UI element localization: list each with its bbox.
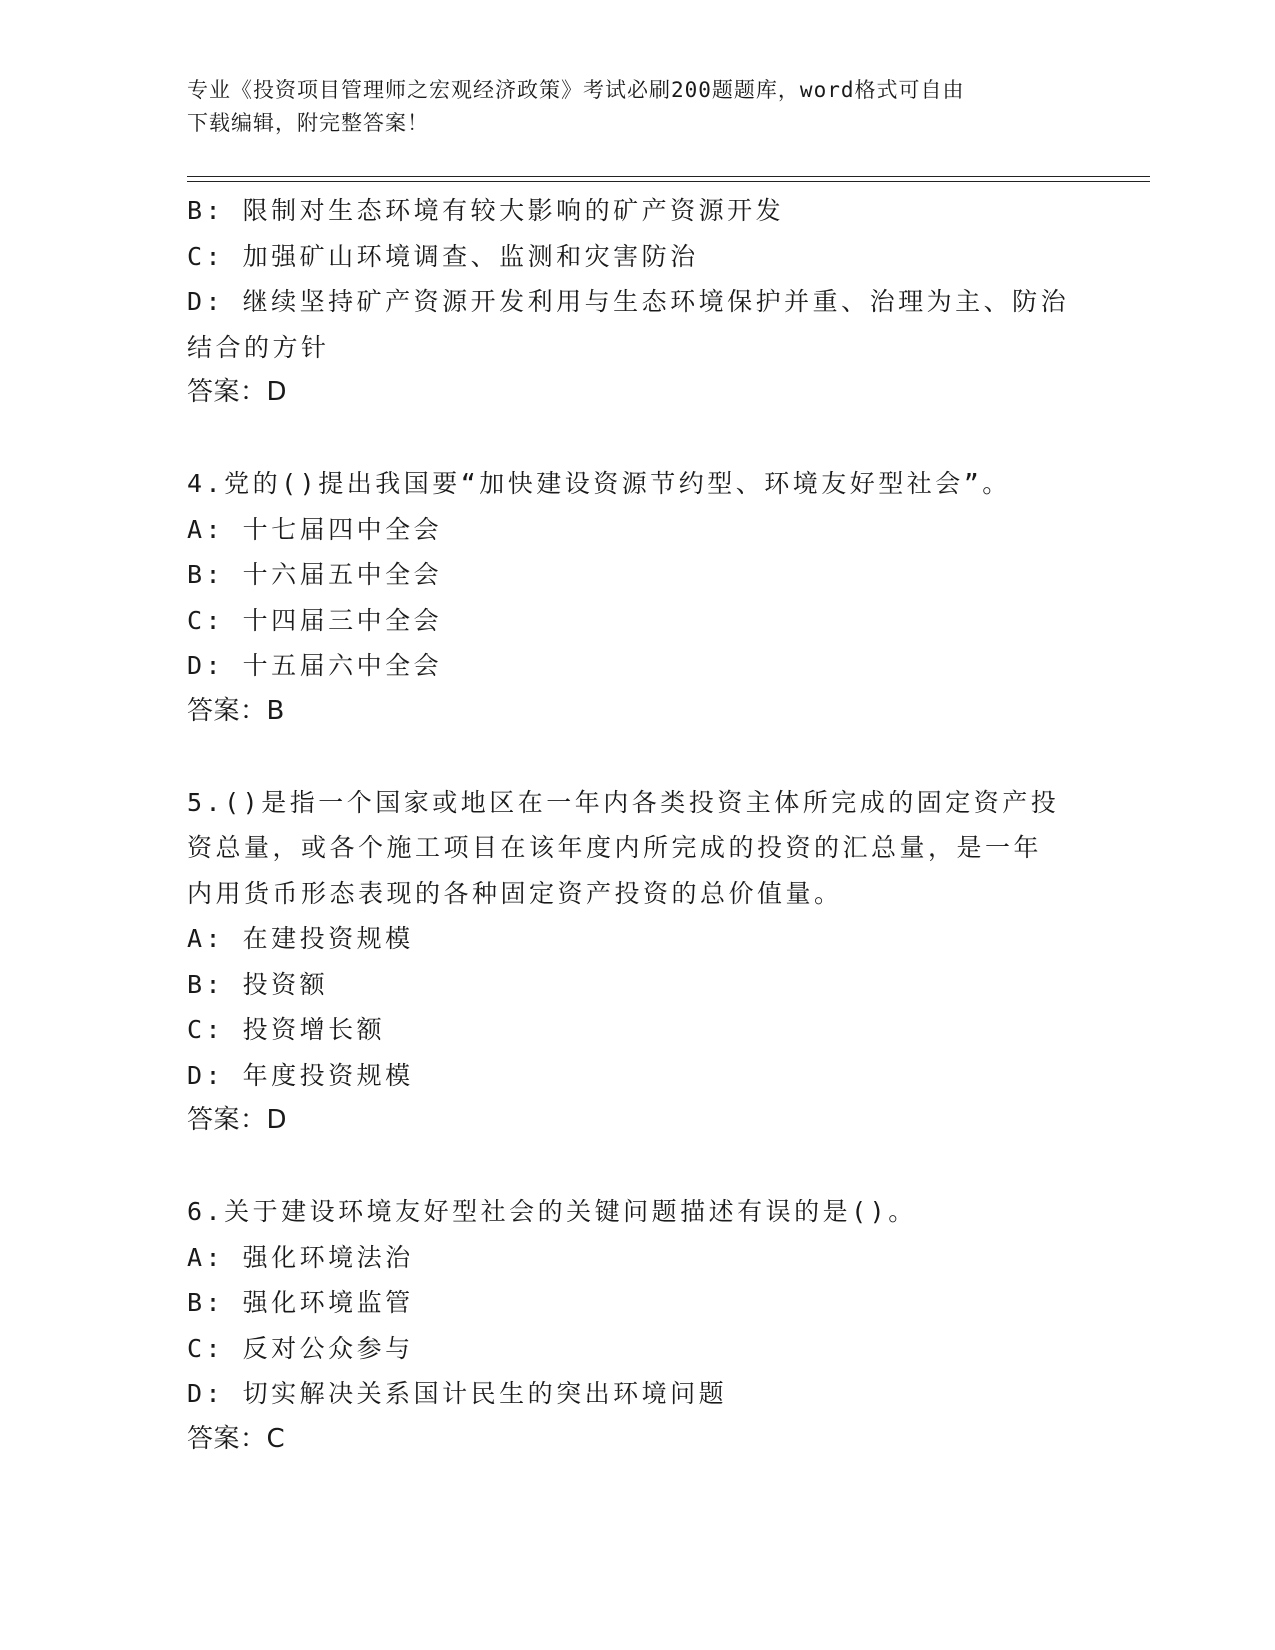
option-c: C: 反对公众参与 — [187, 1333, 414, 1363]
question-content — [187, 188, 1087, 1462]
option-b: B: 强化环境监管 — [187, 1288, 414, 1317]
option-d: D: 年度投资规模 — [187, 1060, 414, 1090]
header-rule-bottom — [187, 181, 1150, 182]
option-c: C: 十四届三中全会 — [187, 605, 443, 635]
answer: 答案：C — [187, 1423, 286, 1454]
question-text: 4.党的()提出我国要“加快建设资源节约型、环境友好型社会”。 — [187, 469, 1011, 498]
header-line-1: 专业《投资项目管理师之宏观经济政策》考试必刷200题题库，word格式可自由 — [187, 78, 965, 102]
question-text-continued: 内用货币形态表现的各种固定资产投资的总价值量。 — [187, 878, 843, 908]
option-c: C: 加强矿山环境调查、监测和灾害防治 — [187, 241, 699, 271]
option-a: A: 强化环境法治 — [187, 1242, 414, 1272]
question-text: 6.关于建设环境友好型社会的关键问题描述有误的是()。 — [187, 1197, 917, 1226]
question-5 — [187, 780, 1087, 1144]
option-b: B: 十六届五中全会 — [187, 560, 443, 589]
header-line-2: 下载编辑，附完整答案！ — [187, 111, 429, 135]
option-d-continued: 结合的方针 — [187, 332, 330, 362]
spacer — [187, 734, 1087, 780]
document-header — [187, 74, 1067, 140]
option-a: A: 十七届四中全会 — [187, 514, 443, 544]
question-4 — [187, 461, 1087, 734]
answer: 答案：D — [187, 377, 288, 407]
option-b: B: 投资额 — [187, 969, 329, 999]
answer: 答案：D — [187, 1105, 288, 1135]
option-d: D: 切实解决关系国计民生的突出环境问题 — [187, 1379, 728, 1408]
question-3-tail — [187, 188, 1087, 416]
option-c: C: 投资增长额 — [187, 1015, 386, 1044]
question-6 — [187, 1189, 1087, 1462]
question-text: 5.()是指一个国家或地区在一年内各类投资主体所完成的固定资产投 — [187, 787, 1060, 817]
question-text-continued: 资总量，或各个施工项目在该年度内所完成的投资的汇总量，是一年 — [187, 833, 1043, 862]
answer: 答案：B — [187, 695, 285, 726]
spacer — [187, 416, 1087, 462]
header-rule-top — [187, 176, 1150, 177]
option-d: D: 继续坚持矿产资源开发利用与生态环境保护并重、治理为主、防治 — [187, 287, 1070, 316]
option-b: B: 限制对生态环境有较大影响的矿产资源开发 — [187, 196, 785, 225]
option-a: A: 在建投资规模 — [187, 924, 414, 953]
spacer — [187, 1144, 1087, 1190]
option-d: D: 十五届六中全会 — [187, 651, 443, 680]
